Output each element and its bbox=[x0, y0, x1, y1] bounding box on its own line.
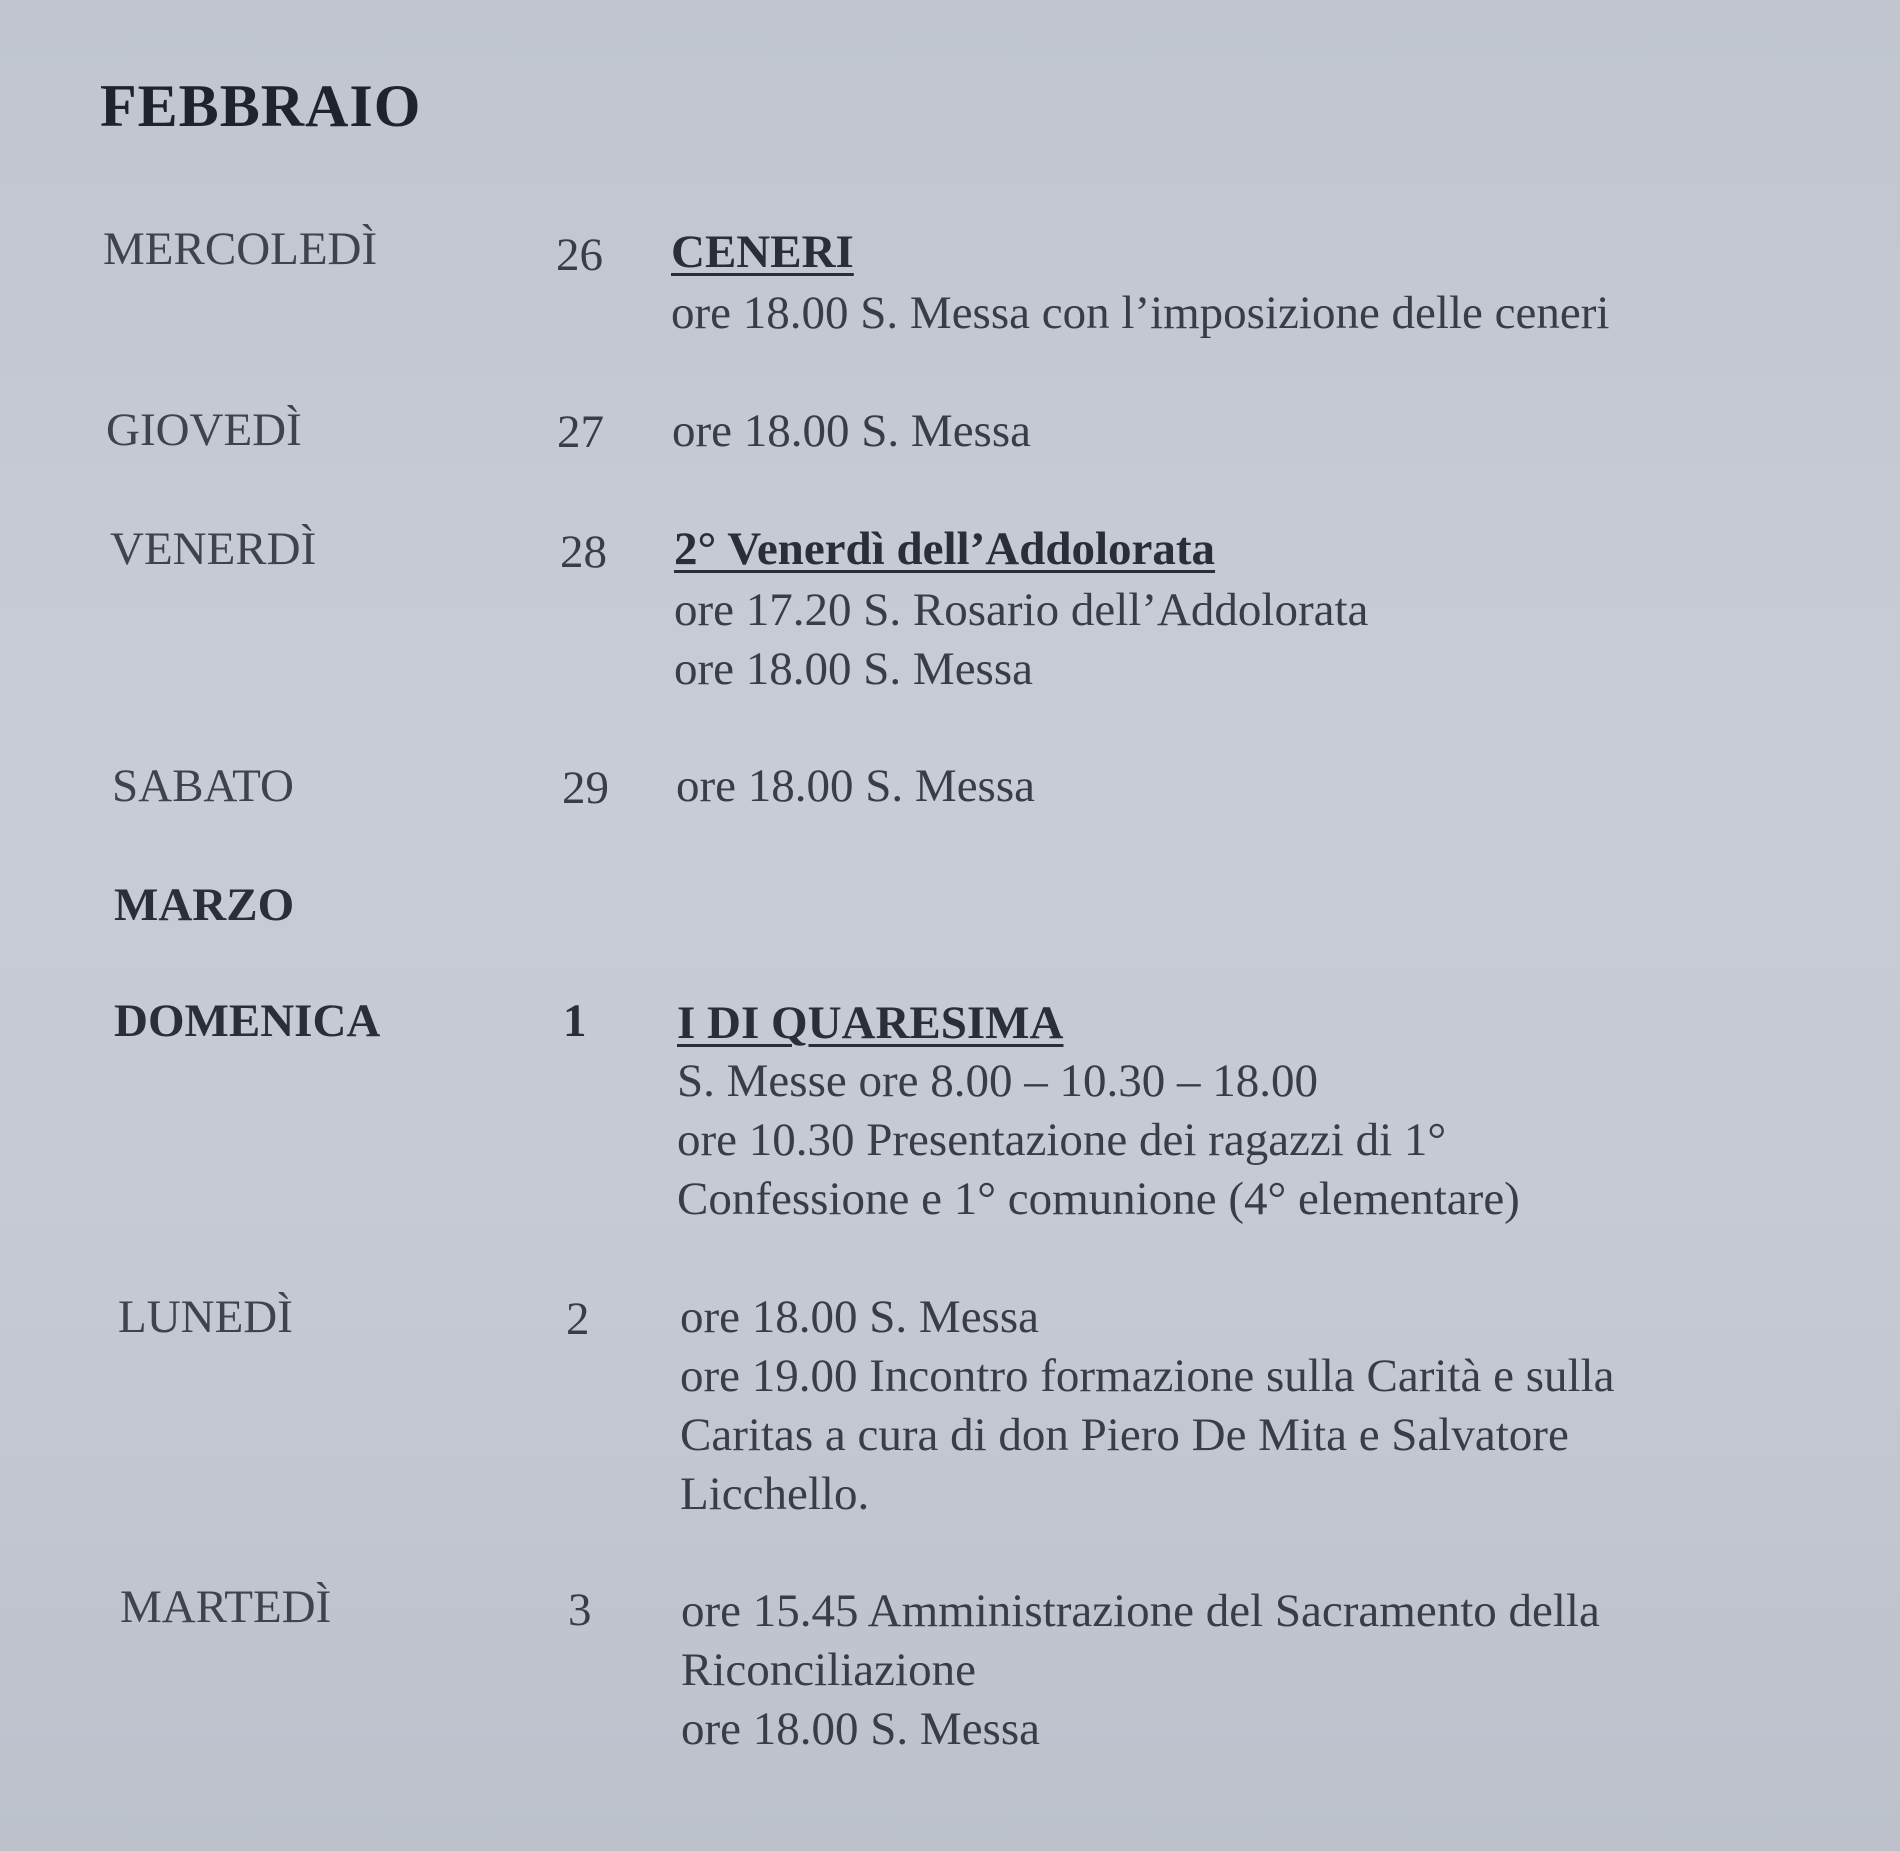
event-lines bbox=[676, 757, 1035, 816]
event-lines bbox=[681, 1582, 1600, 1759]
event-line: S. Messe ore 8.00 – 10.30 – 18.00 bbox=[677, 1055, 1318, 1107]
event-line: ore 15.45 Amministrazione del Sacramento della bbox=[681, 1585, 1600, 1637]
event-heading: CENERI bbox=[671, 226, 854, 278]
event-lines bbox=[672, 402, 1031, 461]
day-number: 26 bbox=[556, 229, 603, 281]
day-number: 29 bbox=[562, 762, 609, 814]
event-line: Confessione e 1° comunione (4° elementare) bbox=[677, 1173, 1520, 1225]
day-number: 2 bbox=[566, 1293, 590, 1345]
event-line: ore 18.00 S. Messa bbox=[674, 643, 1033, 695]
event-lines bbox=[674, 581, 1368, 699]
month-title-march: MARZO bbox=[114, 879, 295, 931]
day-name: VENERDÌ bbox=[110, 523, 317, 575]
month-title-february: FEBBRAIO bbox=[100, 73, 422, 139]
day-name: DOMENICA bbox=[114, 995, 381, 1047]
event-heading: 2° Venerdì dell’Addolorata bbox=[674, 523, 1216, 575]
event-lines bbox=[671, 284, 1609, 343]
day-number: 27 bbox=[557, 406, 604, 458]
event-line: Licchello. bbox=[680, 1468, 870, 1520]
day-number: 3 bbox=[568, 1584, 592, 1636]
event-line: Riconciliazione bbox=[681, 1644, 976, 1696]
day-name: MARTEDÌ bbox=[120, 1581, 332, 1633]
event-line: ore 18.00 S. Messa bbox=[672, 405, 1031, 457]
event-line: ore 18.00 S. Messa con l’imposizione delle ceneri bbox=[671, 287, 1610, 339]
event-line: ore 18.00 S. Messa bbox=[676, 760, 1035, 812]
day-name: SABATO bbox=[112, 760, 294, 812]
event-line: ore 18.00 S. Messa bbox=[681, 1703, 1040, 1755]
event-heading: I DI QUARESIMA bbox=[677, 997, 1064, 1049]
day-name: GIOVEDÌ bbox=[106, 404, 302, 456]
day-name: MERCOLEDÌ bbox=[103, 223, 378, 275]
event-line: ore 19.00 Incontro formazione sulla Carità e sulla bbox=[680, 1350, 1615, 1402]
event-lines bbox=[677, 1052, 1520, 1229]
event-line: ore 10.30 Presentazione dei ragazzi di 1° bbox=[677, 1114, 1447, 1166]
day-number: 1 bbox=[563, 995, 587, 1047]
event-lines bbox=[680, 1288, 1614, 1524]
day-number: 28 bbox=[560, 526, 607, 578]
day-name: LUNEDÌ bbox=[118, 1291, 293, 1343]
event-line: Caritas a cura di don Piero De Mita e Salvatore bbox=[680, 1409, 1569, 1461]
event-line: ore 17.20 S. Rosario dell’Addolorata bbox=[674, 584, 1369, 636]
event-line: ore 18.00 S. Messa bbox=[680, 1291, 1039, 1343]
